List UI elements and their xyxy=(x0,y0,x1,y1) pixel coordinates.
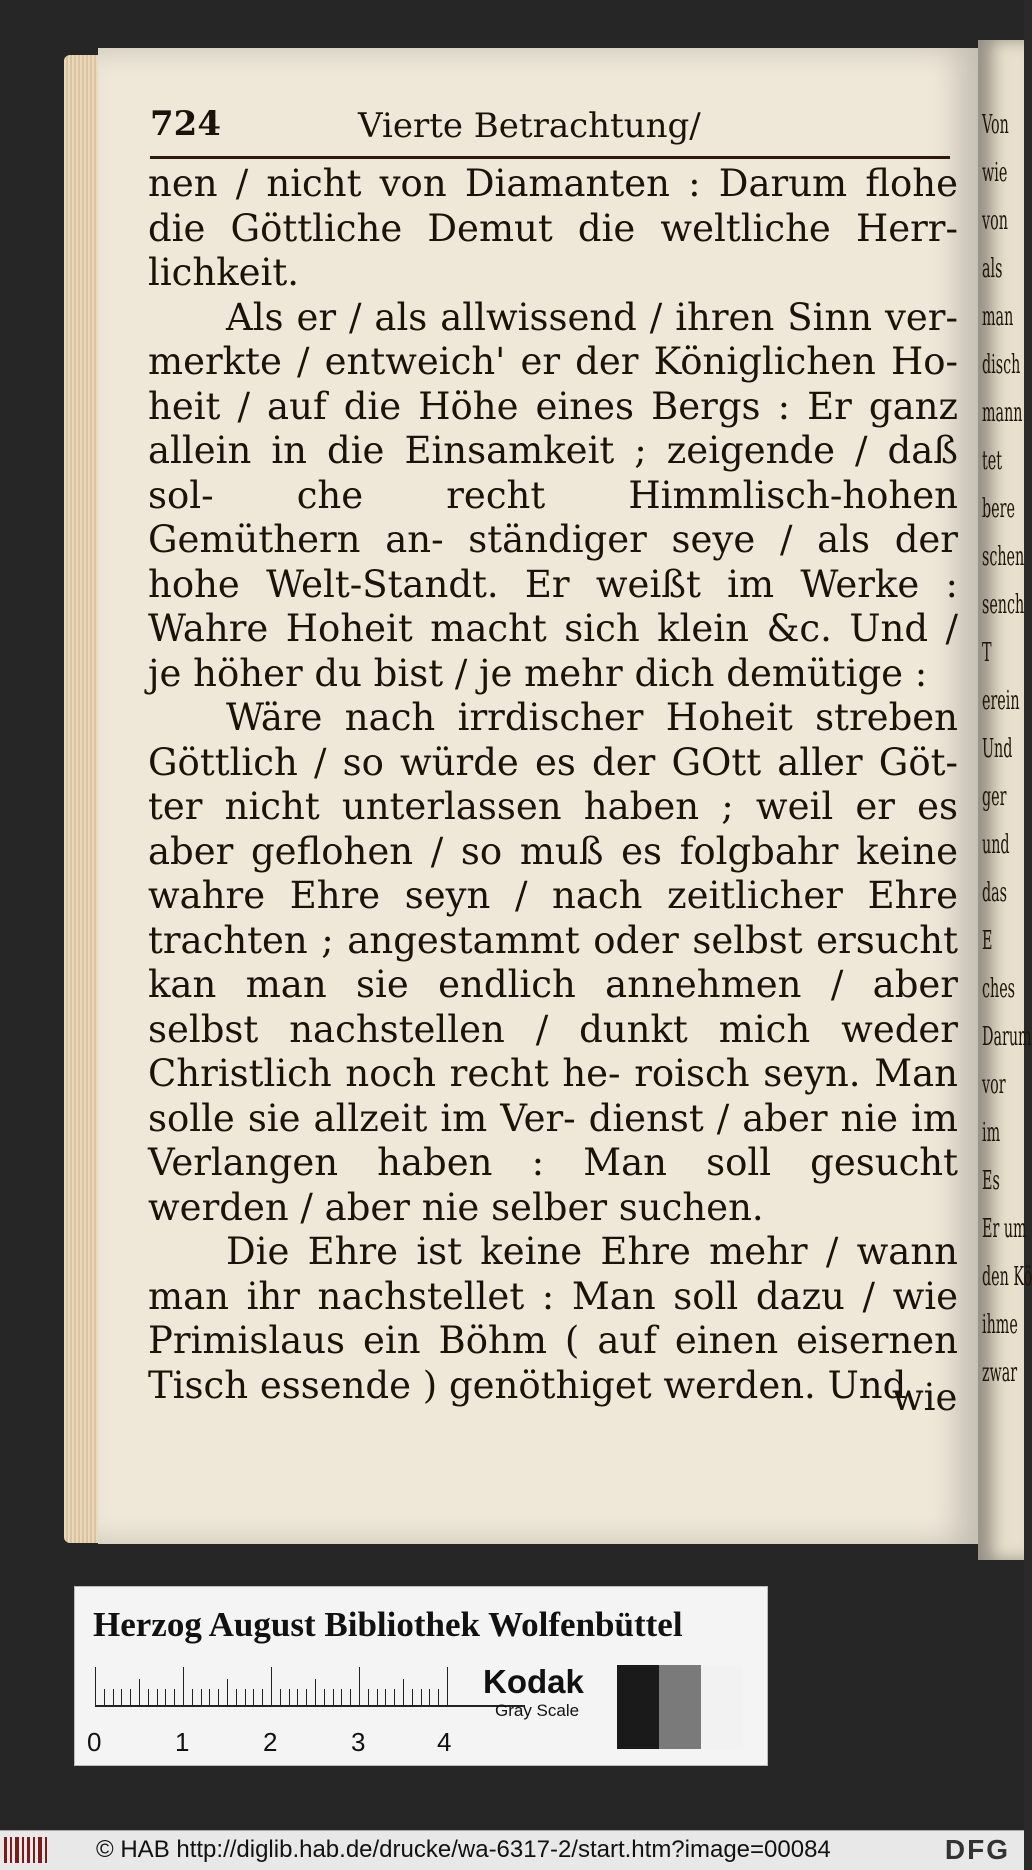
facing-page-fragment: als xyxy=(982,254,1003,284)
color-calibration-strip xyxy=(74,1586,768,1766)
ruler-tick xyxy=(315,1679,316,1707)
facing-page-fragment: Darum xyxy=(982,1022,1032,1052)
facing-page-fragment: Und xyxy=(982,734,1013,764)
library-name: Herzog August Bibliothek Wolfenbüttel xyxy=(93,1605,683,1644)
ruler-tick xyxy=(121,1689,122,1707)
facing-page-fragment: erein xyxy=(982,686,1020,716)
facing-page-fragment: man xyxy=(982,302,1014,332)
facing-page-fragment: tet xyxy=(982,446,1002,476)
source-link[interactable]: © HAB http://diglib.hab.de/drucke/wa-6317-2/start.htm?image=00084 xyxy=(96,1836,831,1863)
ruler-tick xyxy=(368,1689,369,1707)
ruler-tick xyxy=(236,1689,237,1707)
facing-page-fragment: T xyxy=(982,638,992,668)
ruler-tick xyxy=(394,1689,395,1707)
ruler-tick xyxy=(113,1689,114,1707)
facing-page-fragment: wie xyxy=(982,158,1008,188)
ruler-tick xyxy=(139,1679,140,1707)
ruler-tick xyxy=(209,1689,210,1707)
ruler-number-2: 2 xyxy=(263,1727,278,1757)
ruler-tick xyxy=(157,1689,158,1707)
paragraph-2: Als er / als allwissend / ihren Sinn ver- merkte / entweich' er der Königlichen Ho- heit / auf die Höhe eines Bergs : Er ganz allein in die Einsamkeit ; zeigende / daß sol- che recht Himmlisch-hohen Gemüthern an- ständiger seye / als der hohe Welt-Standt. Er weißt im Werke : Wahre Hoheit macht sich klein &c. Und / je höher du bist / je mehr dich demütige : xyxy=(148,295,958,695)
facing-page-fragment: sench xyxy=(982,590,1025,620)
paragraph-4: Die Ehre ist keine Ehre mehr / wann man ihr nachstellet : Man soll dazu / wie Primislaus ein Böhm ( auf einen eisernen Tisch essende ) genöthiget werden. Und xyxy=(148,1230,958,1407)
ruler-tick xyxy=(421,1689,422,1707)
ruler-tick xyxy=(359,1667,360,1707)
facing-page-fragment: vor xyxy=(982,1070,1006,1100)
catchword: wie xyxy=(892,1376,958,1419)
facing-page-fragment: ihme xyxy=(982,1310,1018,1340)
gray-patch-mid xyxy=(659,1665,701,1749)
ruler-tick xyxy=(341,1689,342,1707)
gray-patch-dark xyxy=(617,1665,659,1749)
facing-page-fragment: ger xyxy=(982,782,1007,812)
ruler-tick xyxy=(130,1689,131,1707)
ruler-number-1: 1 xyxy=(175,1727,190,1757)
ruler-tick xyxy=(218,1689,219,1707)
ruler-tick xyxy=(385,1689,386,1707)
facing-page-fragment: im xyxy=(982,1118,1001,1148)
ruler-tick xyxy=(104,1689,105,1707)
ruler-tick xyxy=(253,1689,254,1707)
ruler-baseline xyxy=(95,1705,525,1707)
ruler-tick xyxy=(447,1667,448,1707)
facing-page-fragment: mann xyxy=(982,398,1023,428)
facing-page-fragment: zwar xyxy=(982,1358,1018,1388)
ruler-tick xyxy=(289,1689,290,1707)
ruler-tick xyxy=(324,1689,325,1707)
facing-page-fragment: von xyxy=(982,206,1008,236)
facing-page-fragment: den Kö xyxy=(982,1262,1032,1292)
ruler-number-4: 4 xyxy=(437,1727,452,1757)
facing-page-fragment: E xyxy=(982,926,993,956)
ruler-tick xyxy=(201,1689,202,1707)
kodak-logo: Kodak xyxy=(483,1663,584,1700)
ruler-tick xyxy=(403,1679,404,1707)
ruler-tick xyxy=(280,1689,281,1707)
running-head: Vierte Betrachtung/ xyxy=(358,106,701,146)
page-header xyxy=(150,104,950,159)
page-number: 724 xyxy=(150,104,221,144)
facing-page-fragment: Von xyxy=(982,110,1009,140)
hab-barcode-icon xyxy=(4,1837,48,1863)
ruler-tick xyxy=(227,1679,228,1707)
paragraph-3: Wäre nach irrdischer Hoheit streben Göttlich / so würde es der GOtt aller Göt- ter nicht unterlassen haben ; weil er es aber geflohen / so muß es folgbahr keine wahre Ehre seyn / nach zeitlicher Ehre trachten ; angestammt oder selbst ersucht kan man sie endlich annehmen / aber selbst nachstellen / dunkt mich weder Christlich noch recht he- roisch seyn. Man solle sie allzeit im Ver- dienst / aber nie im Verlangen haben : Man soll gesucht werden / aber nie selber suchen. xyxy=(148,696,958,1229)
ruler-tick xyxy=(333,1689,334,1707)
ruler-tick xyxy=(262,1689,263,1707)
ruler xyxy=(95,1665,525,1719)
facing-page xyxy=(978,40,1032,1560)
ruler-tick xyxy=(95,1667,96,1707)
ruler-tick xyxy=(297,1689,298,1707)
facing-page-fragment: das xyxy=(982,878,1008,908)
ruler-tick xyxy=(174,1689,175,1707)
facing-page-fragment: ches xyxy=(982,974,1016,1004)
ruler-tick xyxy=(192,1689,193,1707)
ruler-tick xyxy=(271,1667,272,1707)
facing-page-fragment: bere xyxy=(982,494,1015,524)
ruler-number-0: 0 xyxy=(87,1727,102,1757)
gray-scale-label: Gray Scale xyxy=(495,1701,580,1720)
ruler-number-3: 3 xyxy=(351,1727,366,1757)
facing-page-fragment: schen xyxy=(982,542,1025,572)
paragraph-1: nen / nicht von Diamanten : Darum flohe die Göttliche Demut die weltliche Herr- lichkeit. xyxy=(148,162,958,294)
ruler-tick xyxy=(350,1689,351,1707)
dfg-logo: DFG xyxy=(944,1834,1010,1865)
ruler-tick xyxy=(165,1689,166,1707)
facing-page-fragment: disch xyxy=(982,350,1021,380)
footer-bar xyxy=(0,1830,1024,1870)
ruler-tick xyxy=(183,1667,184,1707)
ruler-tick xyxy=(306,1689,307,1707)
facing-page-fragment: Es xyxy=(982,1166,1000,1196)
facing-page-fragment: und xyxy=(982,830,1010,860)
ruler-tick xyxy=(438,1689,439,1707)
facing-page-fragment: Er um xyxy=(982,1214,1027,1244)
ruler-tick xyxy=(412,1689,413,1707)
gray-patch-light xyxy=(701,1665,743,1749)
ruler-tick xyxy=(245,1689,246,1707)
ruler-tick xyxy=(377,1689,378,1707)
body-text xyxy=(148,162,958,1408)
ruler-tick xyxy=(148,1689,149,1707)
ruler-tick xyxy=(429,1689,430,1707)
